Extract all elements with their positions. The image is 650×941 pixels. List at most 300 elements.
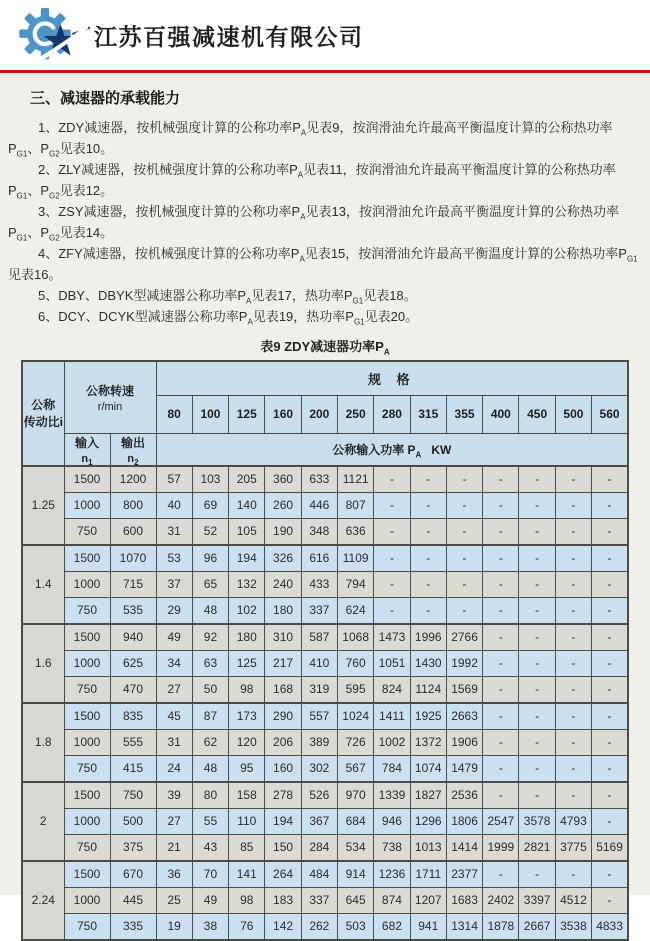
power-value-cell: 2766	[446, 624, 482, 651]
power-value-cell: 1124	[410, 676, 446, 703]
input-speed-cell: 1000	[64, 492, 110, 518]
power-value-cell: 40	[156, 492, 192, 518]
power-value-cell: 484	[301, 861, 337, 888]
spec-column-header: 560	[592, 395, 628, 433]
power-value-cell: -	[555, 703, 591, 730]
ratio-header-line2: 传动比i	[23, 415, 63, 430]
output-speed-cell: 940	[110, 624, 156, 651]
table-row	[22, 545, 628, 572]
power-value-cell: 65	[192, 571, 228, 597]
power-value-cell: 1314	[446, 913, 482, 940]
power-value-cell: 95	[229, 755, 265, 782]
power-value-cell: 1992	[446, 650, 482, 676]
power-value-cell: -	[410, 466, 446, 493]
power-value-cell: 1024	[338, 703, 374, 730]
power-value-cell: 337	[301, 597, 337, 624]
table-row	[22, 650, 628, 676]
power-value-cell: -	[483, 861, 519, 888]
input-speed-cell: 1500	[64, 703, 110, 730]
ratio-cell: 2.24	[22, 861, 64, 940]
power-value-cell: -	[592, 597, 628, 624]
page-content	[0, 73, 650, 933]
power-value-cell: -	[555, 676, 591, 703]
power-value-cell: -	[410, 545, 446, 572]
power-value-cell: 807	[338, 492, 374, 518]
power-value-cell: -	[519, 782, 555, 809]
power-value-cell: -	[555, 624, 591, 651]
output-speed-cell: 535	[110, 597, 156, 624]
power-value-cell: 1207	[410, 887, 446, 913]
ratio-cell: 1.6	[22, 624, 64, 703]
output-speed-cell: 600	[110, 518, 156, 545]
table-row	[22, 518, 628, 545]
power-value-cell: -	[410, 597, 446, 624]
power-value-cell: 2536	[446, 782, 482, 809]
power-value-cell: 48	[192, 597, 228, 624]
site-header	[0, 0, 650, 70]
spec-column-header: 500	[555, 395, 591, 433]
power-value-cell: -	[592, 755, 628, 782]
input-speed-cell: 1000	[64, 887, 110, 913]
table-row	[22, 624, 628, 651]
power-value-cell: 190	[265, 518, 301, 545]
power-value-cell: 2667	[519, 913, 555, 940]
power-value-cell: 1411	[374, 703, 410, 730]
power-value-cell: -	[483, 755, 519, 782]
table-row	[22, 808, 628, 834]
power-value-cell: 326	[265, 545, 301, 572]
spec-column-header: 125	[229, 395, 265, 433]
power-value-cell: -	[592, 466, 628, 493]
power-value-cell: 310	[265, 624, 301, 651]
power-value-cell: 102	[229, 597, 265, 624]
input-speed-cell: 750	[64, 597, 110, 624]
input-speed-cell: 1500	[64, 782, 110, 809]
input-speed-cell: 750	[64, 518, 110, 545]
output-speed-cell: 715	[110, 571, 156, 597]
input-speed-cell: 1000	[64, 571, 110, 597]
table-row	[22, 729, 628, 755]
power-value-cell: 645	[338, 887, 374, 913]
power-value-cell: -	[519, 861, 555, 888]
power-value-cell: -	[592, 861, 628, 888]
power-value-cell: 389	[301, 729, 337, 755]
power-value-cell: 262	[301, 913, 337, 940]
power-value-cell: 1414	[446, 834, 482, 861]
power-value-cell: -	[446, 571, 482, 597]
power-value-cell: 1925	[410, 703, 446, 730]
input-speed-cell: 750	[64, 755, 110, 782]
power-value-cell: -	[555, 755, 591, 782]
output-speed-cell: 750	[110, 782, 156, 809]
power-value-cell: -	[592, 703, 628, 730]
power-value-cell: 1473	[374, 624, 410, 651]
power-value-cell: 319	[301, 676, 337, 703]
spec-column-header: 200	[301, 395, 337, 433]
table-row	[22, 782, 628, 809]
power-value-cell: 183	[265, 887, 301, 913]
power-value-cell: 63	[192, 650, 228, 676]
power-value-cell: 2402	[483, 887, 519, 913]
power-value-cell: 446	[301, 492, 337, 518]
speed-header-line1: 公称转速	[86, 383, 135, 398]
power-value-cell: 105	[229, 518, 265, 545]
power-value-cell: -	[592, 808, 628, 834]
power-value-cell: 824	[374, 676, 410, 703]
power-value-cell: 150	[265, 834, 301, 861]
power-value-cell: 92	[192, 624, 228, 651]
power-value-cell: 132	[229, 571, 265, 597]
power-value-cell: 49	[156, 624, 192, 651]
power-value-cell: 3775	[555, 834, 591, 861]
power-value-cell: -	[592, 518, 628, 545]
paragraph: 4、ZFY减速器，按机械强度计算的公称功率$P_A$见表15，按润滑油允许最高平衡温度计算的公称热功率$P_{G1}$见表16。	[8, 246, 638, 282]
power-value-cell: 43	[192, 834, 228, 861]
power-value-cell: 125	[229, 650, 265, 676]
power-value-cell: 55	[192, 808, 228, 834]
spec-column-header: 80	[156, 395, 192, 433]
power-value-cell: 348	[301, 518, 337, 545]
power-value-cell: 2821	[519, 834, 555, 861]
power-value-cell: -	[483, 492, 519, 518]
spec-column-header: 450	[519, 395, 555, 433]
input-speed-cell: 750	[64, 834, 110, 861]
output-speed-cell: 670	[110, 861, 156, 888]
input-speed-cell: 1000	[64, 808, 110, 834]
table-row	[22, 597, 628, 624]
power-value-cell: 1569	[446, 676, 482, 703]
power-value-cell: 4512	[555, 887, 591, 913]
power-value-cell: 19	[156, 913, 192, 940]
power-value-cell: 1121	[338, 466, 374, 493]
ratio-cell: 1.25	[22, 466, 64, 545]
power-value-cell: 38	[192, 913, 228, 940]
power-value-cell: 682	[374, 913, 410, 940]
power-table	[21, 360, 629, 941]
power-value-cell: 970	[338, 782, 374, 809]
power-value-cell: 1051	[374, 650, 410, 676]
company-logo-icon	[18, 3, 90, 67]
power-value-cell: 62	[192, 729, 228, 755]
power-value-cell: 29	[156, 597, 192, 624]
power-value-cell: 1339	[374, 782, 410, 809]
power-value-cell: -	[446, 492, 482, 518]
power-value-cell: -	[519, 650, 555, 676]
power-value-cell: 946	[374, 808, 410, 834]
power-value-cell: 27	[156, 676, 192, 703]
power-value-cell: 1806	[446, 808, 482, 834]
table-row	[22, 703, 628, 730]
speed-header-unit: r/min	[97, 400, 123, 413]
input-speed-header	[64, 433, 110, 466]
power-value-cell: -	[483, 624, 519, 651]
power-value-cell: 206	[265, 729, 301, 755]
output-speed-cell: 1070	[110, 545, 156, 572]
power-unit-header: 公称输入功率 $P_A$ KW	[156, 433, 628, 466]
power-value-cell: 1430	[410, 650, 446, 676]
power-value-cell: 1827	[410, 782, 446, 809]
power-value-cell: -	[592, 782, 628, 809]
power-value-cell: 52	[192, 518, 228, 545]
power-value-cell: 76	[229, 913, 265, 940]
spec-column-header: 160	[265, 395, 301, 433]
power-value-cell: 684	[338, 808, 374, 834]
power-value-cell: -	[519, 545, 555, 572]
power-value-cell: -	[483, 729, 519, 755]
power-value-cell: 1906	[446, 729, 482, 755]
input-speed-cell: 1500	[64, 861, 110, 888]
input-speed-cell: 1000	[64, 729, 110, 755]
power-value-cell: 240	[265, 571, 301, 597]
power-value-cell: 290	[265, 703, 301, 730]
power-value-cell: -	[483, 571, 519, 597]
paragraph-list	[8, 117, 642, 327]
spec-group-header: 规 格	[156, 361, 628, 395]
power-value-cell: 526	[301, 782, 337, 809]
spec-column-header: 400	[483, 395, 519, 433]
power-value-cell: 49	[192, 887, 228, 913]
paragraph: 3、ZSY减速器，按机械强度计算的公称功率$P_A$见表13，按润滑油允许最高平衡温度计算的公称热功率$P_{G1}$、$P_{G2}$见表14。	[8, 204, 619, 243]
power-value-cell: 337	[301, 887, 337, 913]
power-value-cell: 1296	[410, 808, 446, 834]
power-value-cell: 3538	[555, 913, 591, 940]
power-value-cell: 260	[265, 492, 301, 518]
power-value-cell: -	[483, 650, 519, 676]
power-value-cell: -	[483, 703, 519, 730]
input-speed-cell: 1500	[64, 466, 110, 493]
spec-column-header: 355	[446, 395, 482, 433]
power-value-cell: -	[446, 518, 482, 545]
power-value-cell: 914	[338, 861, 374, 888]
power-value-cell: 5169	[592, 834, 628, 861]
table-caption: 表9 ZDY减速器功率$P_A$	[260, 339, 390, 357]
spec-column-header: 315	[410, 395, 446, 433]
power-value-cell: 4793	[555, 808, 591, 834]
power-value-cell: 410	[301, 650, 337, 676]
power-value-cell: 264	[265, 861, 301, 888]
power-value-cell: 587	[301, 624, 337, 651]
power-value-cell: 794	[338, 571, 374, 597]
power-value-cell: 616	[301, 545, 337, 572]
output-speed-cell: 375	[110, 834, 156, 861]
power-value-cell: 24	[156, 755, 192, 782]
company-name: 江苏百强减速机有限公司	[94, 23, 364, 50]
output-speed-cell: 835	[110, 703, 156, 730]
power-value-cell: 160	[265, 755, 301, 782]
ratio-cell: 2	[22, 782, 64, 861]
power-value-cell: 194	[229, 545, 265, 572]
table-row	[22, 861, 628, 888]
paragraph: 5、DBY、DBYK型减速器公称功率$P_A$见表17，热功率$P_{G1}$见表18。	[38, 288, 417, 306]
power-value-cell: -	[519, 729, 555, 755]
power-value-cell: 2377	[446, 861, 482, 888]
power-value-cell: 25	[156, 887, 192, 913]
power-value-cell: 726	[338, 729, 374, 755]
paragraph: 6、DCY、DCYK型减速器公称功率$P_A$见表19，热功率$P_{G1}$见表20。	[38, 309, 419, 327]
power-value-cell: 1711	[410, 861, 446, 888]
power-value-cell: -	[519, 571, 555, 597]
power-value-cell: -	[374, 545, 410, 572]
power-value-cell: 360	[265, 466, 301, 493]
power-value-cell: 31	[156, 518, 192, 545]
power-value-cell: 1372	[410, 729, 446, 755]
power-value-cell: 173	[229, 703, 265, 730]
power-value-cell: 31	[156, 729, 192, 755]
power-value-cell: 3397	[519, 887, 555, 913]
power-value-cell: 595	[338, 676, 374, 703]
output-speed-cell: 500	[110, 808, 156, 834]
input-speed-cell: 1500	[64, 545, 110, 572]
brand-home-link[interactable]	[18, 3, 364, 67]
power-value-cell: 48	[192, 755, 228, 782]
power-value-cell: -	[592, 887, 628, 913]
power-value-cell: -	[592, 729, 628, 755]
power-value-cell: 180	[265, 597, 301, 624]
power-value-cell: -	[446, 545, 482, 572]
table-row	[22, 676, 628, 703]
power-value-cell: 2663	[446, 703, 482, 730]
input-speed-cell: 1000	[64, 650, 110, 676]
power-value-cell: 85	[229, 834, 265, 861]
input-label: 输入	[74, 435, 99, 450]
input-speed-cell: 750	[64, 676, 110, 703]
power-value-cell: 534	[338, 834, 374, 861]
power-value-cell: -	[410, 571, 446, 597]
power-value-cell: -	[519, 597, 555, 624]
power-value-cell: -	[555, 729, 591, 755]
power-value-cell: 760	[338, 650, 374, 676]
power-value-cell: -	[519, 624, 555, 651]
power-value-cell: -	[483, 597, 519, 624]
power-value-cell: 1999	[483, 834, 519, 861]
power-value-cell: 284	[301, 834, 337, 861]
spec-column-header: 250	[338, 395, 374, 433]
output-speed-cell: 625	[110, 650, 156, 676]
power-value-cell: 874	[374, 887, 410, 913]
output-label: 输出	[121, 435, 146, 450]
power-value-cell: -	[410, 518, 446, 545]
power-value-cell: -	[446, 466, 482, 493]
table-row	[22, 571, 628, 597]
power-value-cell: -	[555, 545, 591, 572]
power-value-cell: -	[519, 703, 555, 730]
output-symbol: $n_2$	[127, 452, 139, 467]
power-value-cell: 636	[338, 518, 374, 545]
power-value-cell: -	[555, 861, 591, 888]
table-row	[22, 834, 628, 861]
power-value-cell: -	[592, 676, 628, 703]
power-value-cell: 110	[229, 808, 265, 834]
power-value-cell: 1878	[483, 913, 519, 940]
power-value-cell: 302	[301, 755, 337, 782]
power-value-cell: 103	[192, 466, 228, 493]
power-value-cell: 50	[192, 676, 228, 703]
power-value-cell: 557	[301, 703, 337, 730]
power-value-cell: 1996	[410, 624, 446, 651]
power-value-cell: 1013	[410, 834, 446, 861]
spec-column-header: 100	[192, 395, 228, 433]
output-speed-cell: 445	[110, 887, 156, 913]
power-value-cell: 141	[229, 861, 265, 888]
power-value-cell: 567	[338, 755, 374, 782]
power-value-cell: 1683	[446, 887, 482, 913]
power-value-cell: 205	[229, 466, 265, 493]
power-value-cell: 98	[229, 676, 265, 703]
power-value-cell: -	[555, 597, 591, 624]
power-value-cell: -	[483, 782, 519, 809]
power-value-cell: -	[374, 518, 410, 545]
power-value-cell: 140	[229, 492, 265, 518]
power-value-cell: 96	[192, 545, 228, 572]
output-speed-cell: 415	[110, 755, 156, 782]
power-value-cell: 367	[301, 808, 337, 834]
power-value-cell: 4833	[592, 913, 628, 940]
power-value-cell: 1068	[338, 624, 374, 651]
ratio-column-header	[22, 361, 64, 466]
power-value-cell: 278	[265, 782, 301, 809]
power-value-cell: 69	[192, 492, 228, 518]
table-header	[22, 361, 628, 466]
power-value-cell: 53	[156, 545, 192, 572]
power-value-cell: -	[555, 650, 591, 676]
spec-column-header: 280	[374, 395, 410, 433]
power-value-cell: 80	[192, 782, 228, 809]
ratio-cell: 1.4	[22, 545, 64, 624]
power-value-cell: 120	[229, 729, 265, 755]
power-value-cell: 158	[229, 782, 265, 809]
power-value-cell: -	[592, 571, 628, 597]
output-speed-header	[110, 433, 156, 466]
power-value-cell: 3578	[519, 808, 555, 834]
input-speed-cell: 1500	[64, 624, 110, 651]
power-value-cell: 784	[374, 755, 410, 782]
power-value-cell: 633	[301, 466, 337, 493]
output-speed-cell: 335	[110, 913, 156, 940]
table-row	[22, 492, 628, 518]
paragraph: 2、ZLY减速器，按机械强度计算的公称功率$P_A$见表11，按润滑油允许最高平衡温度计算的公称热功率$P_{G1}$、$P_{G2}$见表12。	[8, 162, 616, 201]
power-value-cell: 27	[156, 808, 192, 834]
power-value-cell: -	[555, 492, 591, 518]
power-value-cell: 36	[156, 861, 192, 888]
power-value-cell: 142	[265, 913, 301, 940]
power-value-cell: -	[555, 782, 591, 809]
power-value-cell: 738	[374, 834, 410, 861]
power-value-cell: 57	[156, 466, 192, 493]
output-speed-cell: 555	[110, 729, 156, 755]
table-row	[22, 466, 628, 493]
power-value-cell: 217	[265, 650, 301, 676]
power-value-cell: -	[483, 466, 519, 493]
input-speed-cell: 750	[64, 913, 110, 940]
power-value-cell: 45	[156, 703, 192, 730]
table-row	[22, 887, 628, 913]
power-value-cell: -	[519, 492, 555, 518]
output-speed-cell: 1200	[110, 466, 156, 493]
table-body	[22, 466, 628, 940]
power-value-cell: -	[374, 492, 410, 518]
section-heading: 三、减速器的承载能力	[30, 90, 181, 107]
ratio-header-line1: 公称	[31, 398, 56, 413]
power-value-cell: -	[519, 466, 555, 493]
table-row	[22, 755, 628, 782]
power-value-cell: 168	[265, 676, 301, 703]
power-value-cell: -	[374, 466, 410, 493]
power-value-cell: 180	[229, 624, 265, 651]
power-value-cell: 39	[156, 782, 192, 809]
power-value-cell: -	[483, 518, 519, 545]
power-value-cell: 34	[156, 650, 192, 676]
power-value-cell: -	[519, 755, 555, 782]
